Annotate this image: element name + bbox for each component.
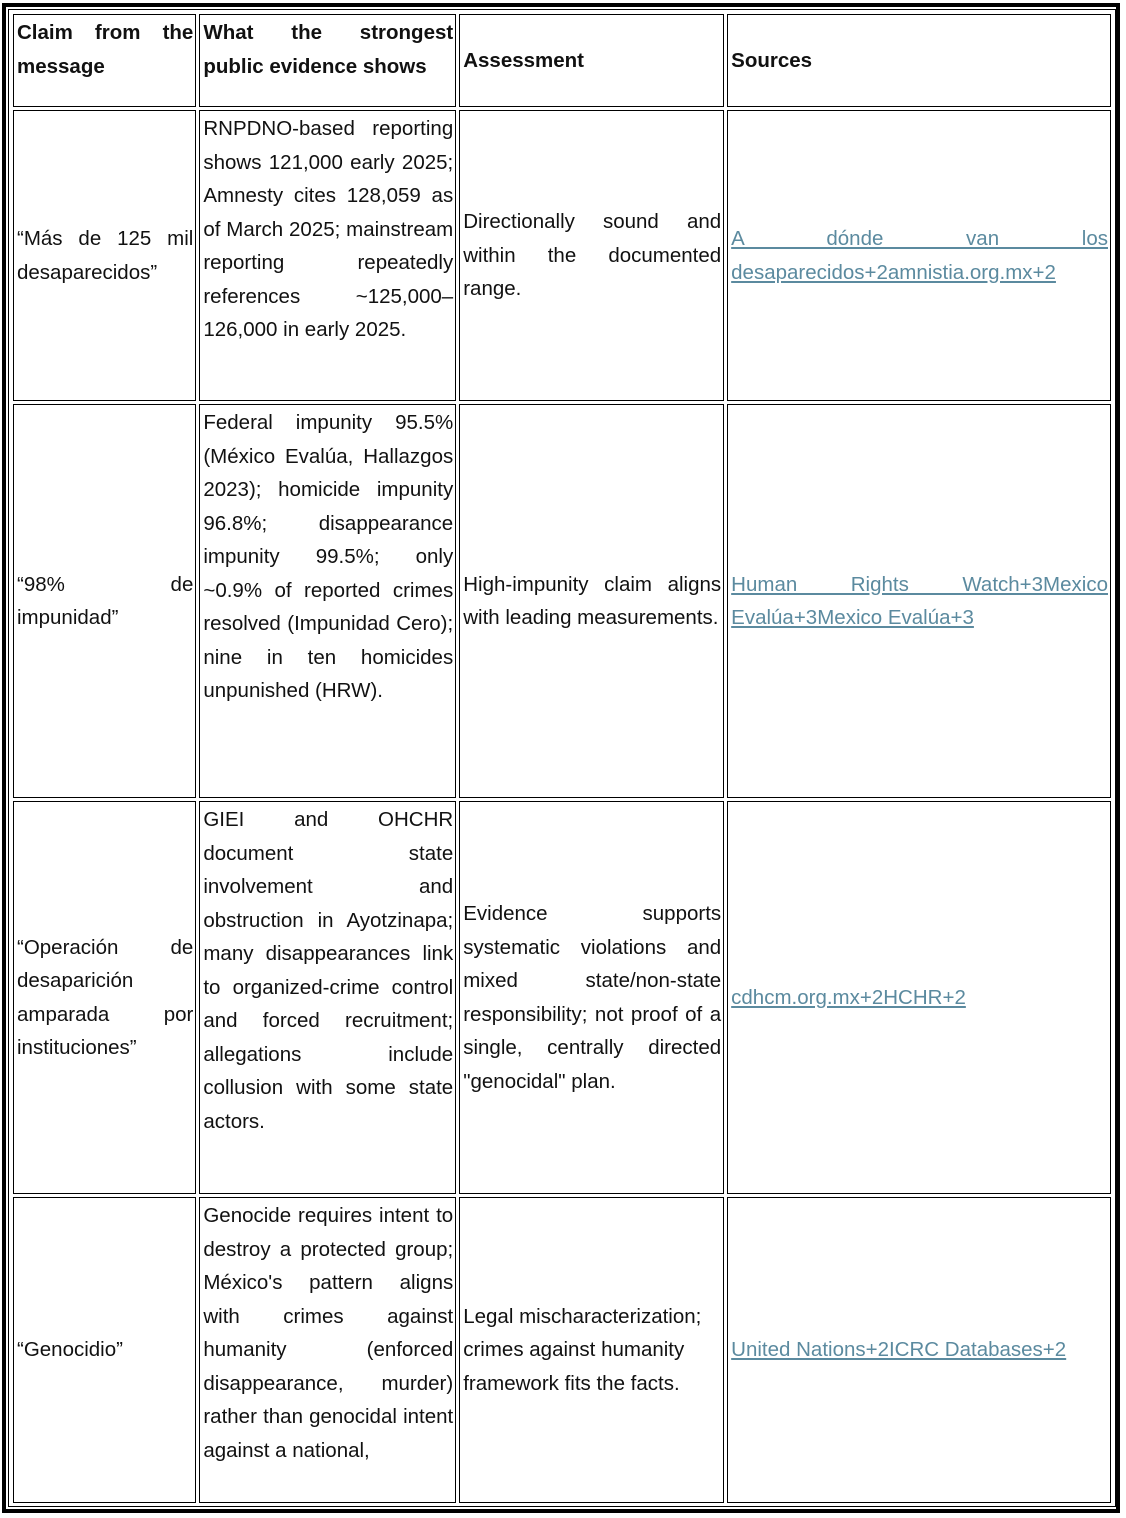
header-evidence: What the strongest public evidence shows [199, 14, 456, 107]
header-row [13, 14, 1111, 107]
source-link[interactable]: Human Rights Watch+3Mexico Evalúa+3Mexico Evalúa+3 [731, 572, 1108, 629]
source-link[interactable]: A dónde van los desaparecidos+2amnistia.org.mx+2 [731, 227, 1108, 284]
sources-cell [727, 1197, 1111, 1503]
claim-cell: “Operación de desaparición amparada por instituciones” [13, 801, 196, 1194]
header-assessment: Assessment [459, 14, 724, 107]
table-row [13, 1197, 1111, 1503]
assessment-cell: High-impunity claim aligns with leading measurements. [459, 404, 724, 798]
table-row [13, 404, 1111, 798]
sources-cell [727, 110, 1111, 401]
assessment-cell: Legal mischaracterization; crimes against humanity framework fits the facts. [459, 1197, 724, 1503]
header-claim: Claim from the message [13, 14, 196, 107]
assessment-cell: Directionally sound and within the documented range. [459, 110, 724, 401]
evidence-cell: RNPDNO-based reporting shows 121,000 early 2025; Amnesty cites 128,059 as of March 2025; mainstream reporting repeatedly references ~125,000–126,000 in early 2025. [199, 110, 456, 401]
evidence-cell: GIEI and OHCHR document state involvement and obstruction in Ayotzinapa; many disappearances link to organized-crime control and forced recruitment; allegations include collusion with some state actors. [199, 801, 456, 1194]
source-link[interactable]: cdhcm.org.mx+2HCHR+2 [731, 985, 966, 1009]
source-link[interactable]: United Nations+2ICRC Databases+2 [731, 1338, 1067, 1362]
evidence-cell: Genocide requires intent to destroy a protected group; México's pattern aligns with crimes against humanity (enforced disappearance, murder) rather than genocidal intent against a national, [199, 1197, 456, 1503]
claim-cell: “98% de impunidad” [13, 404, 196, 798]
claim-cell: “Genocidio” [13, 1197, 196, 1503]
sources-cell [727, 404, 1111, 798]
assessment-cell: Evidence supports systematic violations and mixed state/non-state responsibility; not proof of a single, centrally directed "genocidal" plan. [459, 801, 724, 1194]
fact-check-table [10, 11, 1114, 1506]
evidence-cell: Federal impunity 95.5% (México Evalúa, Hallazgos 2023); homicide impunity 96.8%; disappearance impunity 99.5%; only ~0.9% of reported crimes resolved (Impunidad Cero); nine in ten homicides unpunished (HRW). [199, 404, 456, 798]
claim-cell: “Más de 125 mil desaparecidos” [13, 110, 196, 401]
table-row [13, 801, 1111, 1194]
header-sources: Sources [727, 14, 1111, 107]
table-row [13, 110, 1111, 401]
sources-cell [727, 801, 1111, 1194]
